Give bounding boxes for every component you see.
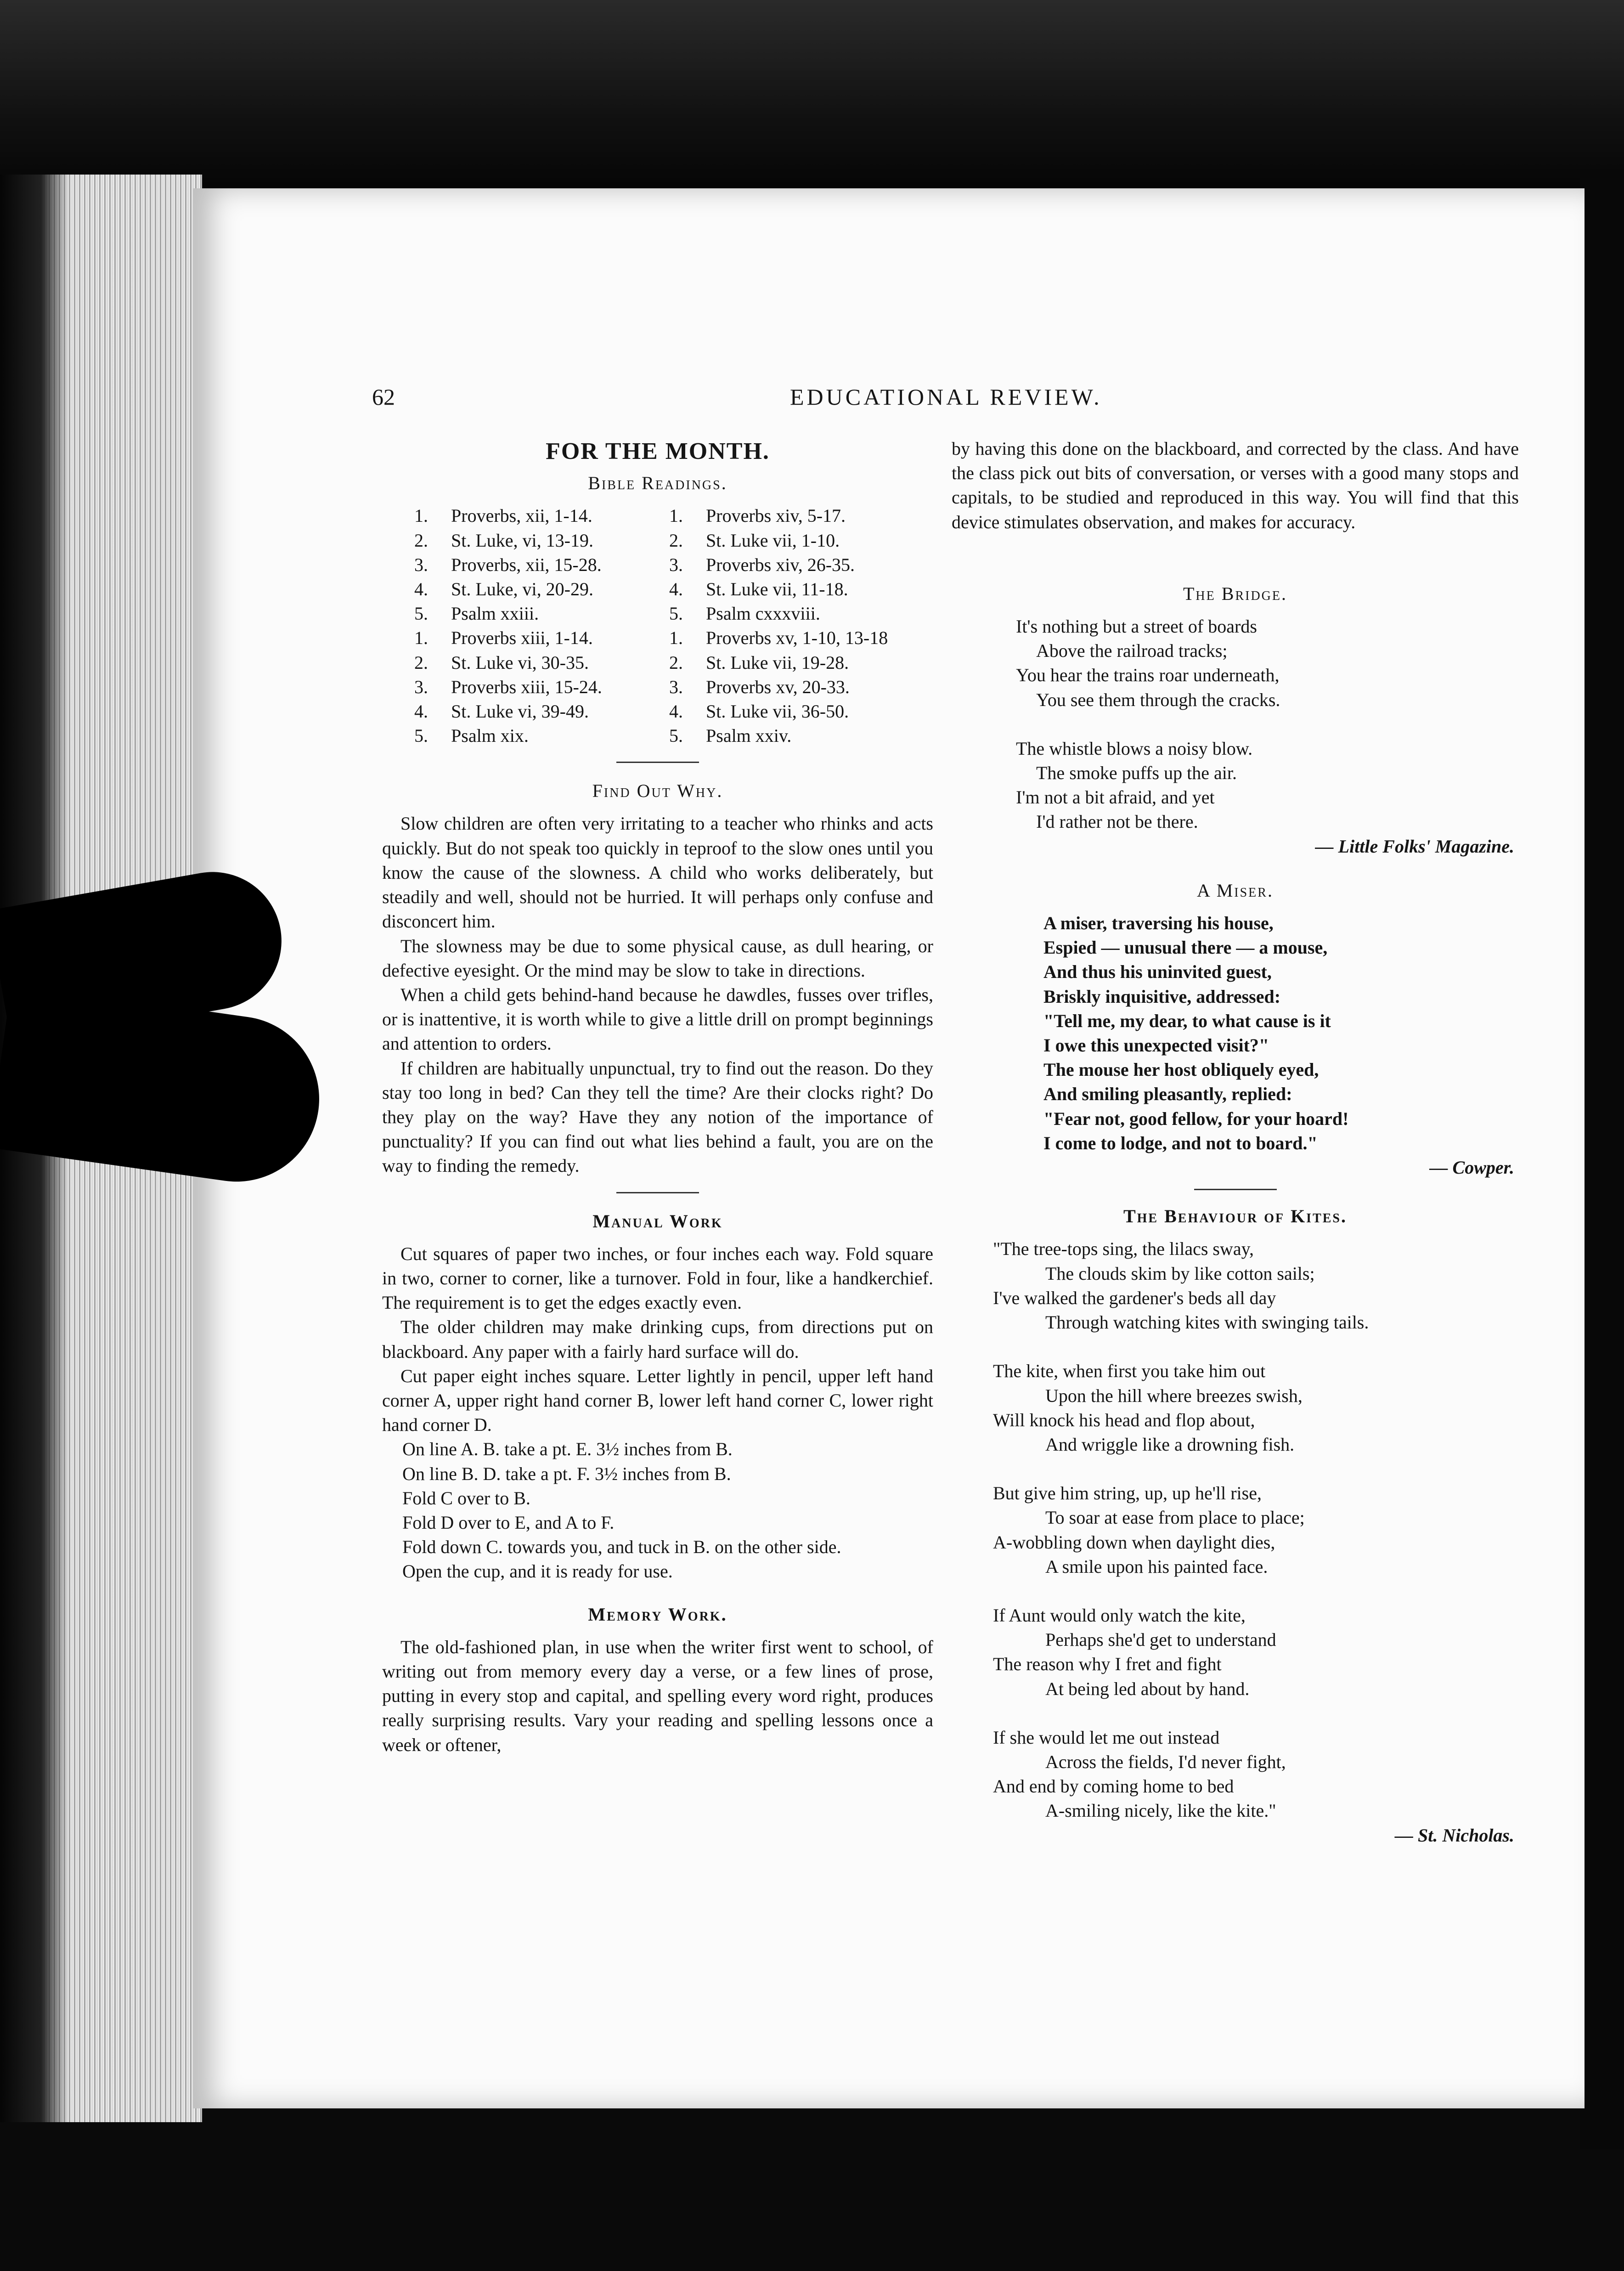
reading-row xyxy=(669,699,924,723)
reading-text: Psalm cxxxviii. xyxy=(706,603,820,624)
reading-row xyxy=(669,528,924,553)
reading-text: Proverbs, xii, 15-28. xyxy=(451,554,602,575)
reading-number: 3. xyxy=(414,554,428,575)
reading-text: Psalm xxiv. xyxy=(706,725,792,746)
reading-row xyxy=(414,699,669,723)
attribution: — Cowper. xyxy=(1429,1157,1514,1178)
left-column xyxy=(382,436,933,1757)
readings-column-right xyxy=(669,503,924,748)
reading-number: 1. xyxy=(669,627,683,649)
reading-row xyxy=(669,650,924,675)
scan-right-shadow xyxy=(1580,175,1624,2150)
poem-line: Briskly inquisitive, addressed: xyxy=(1043,986,1281,1007)
reading-text: Proverbs xiii, 15-24. xyxy=(451,676,602,697)
poem-line: I'm not a bit afraid, and yet xyxy=(1016,787,1215,808)
reading-number: 1. xyxy=(414,505,428,526)
step-line: Fold down C. towards you, and tuck in B. on the other side. xyxy=(402,1537,841,1558)
poem-line: A miser, traversing his house, xyxy=(1043,913,1274,934)
reading-text: St. Luke vii, 1-10. xyxy=(706,530,840,551)
poem-a-miser xyxy=(1043,911,1519,1155)
running-head xyxy=(372,384,1520,420)
reading-row xyxy=(414,675,669,699)
paragraph: The old-fashioned plan, in use when the writer first went to school, of writing out from memory every day a verse, or a few lines of prose, putting in every stop and capital, and spelling every word right, produces really surprising results. Vary your reading and spelling lessons once a week or oftener, xyxy=(382,1636,933,1755)
poem-line: You see them through the cracks. xyxy=(1036,689,1280,710)
reading-number: 3. xyxy=(414,676,428,697)
poem-the-bridge xyxy=(1016,614,1519,834)
reading-text: St. Luke vii, 11-18. xyxy=(706,578,848,599)
poem-line: You hear the trains roar underneath, xyxy=(1016,665,1280,686)
divider xyxy=(616,762,699,763)
poem-line: Through watching kites with swinging tails. xyxy=(1045,1312,1369,1333)
poem-line: The whistle blows a noisy blow. xyxy=(1016,738,1253,759)
poem-line: I owe this unexpected visit?" xyxy=(1043,1035,1269,1056)
step-line: Fold D over to E, and A to F. xyxy=(402,1512,615,1533)
reading-text: Psalm xxiii. xyxy=(451,603,539,624)
reading-number: 1. xyxy=(669,505,683,526)
poem-line: If she would let me out instead xyxy=(993,1727,1220,1748)
manual-work-heading: Manual Work xyxy=(592,1210,723,1232)
poem-line: The smoke puffs up the air. xyxy=(1036,763,1237,784)
poem-line: If Aunt would only watch the kite, xyxy=(993,1604,1246,1626)
reading-number: 2. xyxy=(669,530,683,551)
paragraph: When a child gets behind-hand because he dawdles, fusses over trifles, or is inattentive, it is worth while to give a little drill on prompt beginnings and attention to orders. xyxy=(382,984,933,1054)
reading-text: St. Luke, vi, 13-19. xyxy=(451,530,593,551)
poem-line: And end by coming home to bed xyxy=(993,1776,1234,1797)
poem-line: "The tree-tops sing, the lilacs sway, xyxy=(993,1238,1254,1260)
page-number: 62 xyxy=(372,384,395,410)
section-title: FOR THE MONTH. xyxy=(546,438,770,464)
poem-line: A-wobbling down when daylight dies, xyxy=(993,1531,1275,1553)
reading-row xyxy=(669,723,924,748)
reading-text: Proverbs xiv, 5-17. xyxy=(706,505,846,526)
reading-row xyxy=(414,553,669,577)
poem-line: The mouse her host obliquely eyed, xyxy=(1043,1059,1319,1080)
reading-text: St. Luke vii, 36-50. xyxy=(706,701,849,722)
reading-row xyxy=(414,528,669,553)
paragraph: If children are habitually unpunctual, try to find out the reason. Do they stay too long in bed? Can they tell the time? Are their clocks right? Do they play on the way? Have they any notion of the importance of punctuality? If you can find out what lies behind a fault, you are on the way to finding the remedy. xyxy=(382,1057,933,1176)
poem-line: Upon the hill where breezes swish, xyxy=(1045,1385,1303,1406)
poem-line: Espied — unusual there — a mouse, xyxy=(1043,937,1328,958)
poem-line: The kite, when first you take him out xyxy=(993,1361,1266,1382)
behaviour-of-kites-heading: The Behaviour of Kites. xyxy=(1123,1206,1348,1227)
reading-row xyxy=(414,650,669,675)
attribution: — Little Folks' Magazine. xyxy=(1315,836,1514,857)
journal-title: EDUCATIONAL REVIEW. xyxy=(790,384,1102,410)
poem-line: Above the railroad tracks; xyxy=(1036,640,1228,661)
poem-line: And wriggle like a drowning fish. xyxy=(1045,1434,1295,1455)
reading-number: 5. xyxy=(414,725,428,746)
reading-row xyxy=(414,601,669,626)
poem-line: The clouds skim by like cotton sails; xyxy=(1045,1263,1315,1284)
reading-text: St. Luke vi, 30-35. xyxy=(451,652,589,673)
divider xyxy=(616,1192,699,1193)
paragraph: Cut paper eight inches square. Letter lightly in pencil, upper left hand corner A, upper right hand corner B, lower left hand corner C, lower right hand corner D. xyxy=(382,1365,933,1435)
reading-number: 2. xyxy=(414,530,428,551)
poem-line: Across the fields, I'd never fight, xyxy=(1045,1751,1286,1772)
bible-readings-list xyxy=(414,503,933,748)
reading-number: 5. xyxy=(669,725,683,746)
step-line: Open the cup, and it is ready for use. xyxy=(402,1561,673,1582)
reading-row xyxy=(669,577,924,601)
reading-row xyxy=(414,503,669,528)
poem-line: A-smiling nicely, like the kite." xyxy=(1045,1800,1276,1821)
reading-row xyxy=(669,626,924,650)
paragraph: Slow children are often very irritating to a teacher who rhinks and acts quickly. But do not speak too quickly in teproof to the slow ones until you know the cause of the slowness. A child who works deliberately, but steadily and well, should not be hurried. It will perhaps only confuse and disconcert him. xyxy=(382,813,933,932)
the-bridge-heading: The Bridge. xyxy=(1183,583,1287,604)
reading-number: 4. xyxy=(669,578,683,599)
bible-readings-heading: Bible Readings. xyxy=(588,473,727,494)
reading-row xyxy=(669,503,924,528)
reading-number: 1. xyxy=(414,627,428,649)
reading-number: 2. xyxy=(669,652,683,673)
poem-line: "Tell me, my dear, to what cause is it xyxy=(1043,1010,1331,1031)
reading-text: Proverbs, xii, 1-14. xyxy=(451,505,592,526)
poem-line: The reason why I fret and fight xyxy=(993,1654,1222,1675)
reading-row xyxy=(414,723,669,748)
memory-work-heading: Memory Work. xyxy=(588,1604,727,1625)
poem-line: A smile upon his painted face. xyxy=(1045,1556,1268,1577)
scan-top-shadow xyxy=(0,0,1624,193)
reading-number: 4. xyxy=(669,701,683,722)
reading-text: Proverbs xv, 20-33. xyxy=(706,676,850,697)
reading-number: 3. xyxy=(669,676,683,697)
reading-text: Proverbs xiv, 26-35. xyxy=(706,554,855,575)
readings-column-left xyxy=(414,503,669,748)
reading-row xyxy=(414,577,669,601)
step-line: On line B. D. take a pt. F. 3½ inches from B. xyxy=(402,1463,731,1484)
attribution: — St. Nicholas. xyxy=(1394,1825,1514,1846)
poem-behaviour-of-kites xyxy=(993,1237,1519,1823)
reading-text: St. Luke vi, 39-49. xyxy=(451,701,589,722)
poem-line: But give him string, up, up he'll rise, xyxy=(993,1483,1262,1504)
paragraph: by having this done on the blackboard, and corrected by the class. And have the class pick out bits of conversation, or verses with a good many stops and capitals, to be studied and reproduced in this way. You will find that this device stimulates observation, and makes for accuracy. xyxy=(952,438,1519,532)
reading-row xyxy=(669,553,924,577)
reading-text: Proverbs xiii, 1-14. xyxy=(451,627,593,649)
poem-line: Will knock his head and flop about, xyxy=(993,1409,1255,1430)
reading-text: Proverbs xv, 1-10, 13-18 xyxy=(706,627,888,649)
step-line: Fold C over to B. xyxy=(402,1487,530,1508)
poem-line: Perhaps she'd get to understand xyxy=(1045,1629,1276,1650)
poem-line: I'd rather not be there. xyxy=(1036,811,1198,832)
reading-number: 5. xyxy=(669,603,683,624)
reading-text: St. Luke, vi, 20-29. xyxy=(451,578,593,599)
right-column xyxy=(952,436,1519,1847)
poem-line: And smiling pleasantly, replied: xyxy=(1043,1084,1292,1105)
poem-line: And thus his uninvited guest, xyxy=(1043,961,1272,983)
reading-number: 4. xyxy=(414,578,428,599)
a-miser-heading: A Miser. xyxy=(1197,880,1274,901)
poem-line: To soar at ease from place to place; xyxy=(1045,1507,1305,1528)
poem-line: "Fear not, good fellow, for your hoard! xyxy=(1043,1108,1349,1129)
paragraph: The older children may make drinking cups, from directions put on blackboard. Any paper with a fairly hard surface will do. xyxy=(382,1316,933,1362)
reading-number: 4. xyxy=(414,701,428,722)
step-line: On line A. B. take a pt. E. 3½ inches from B. xyxy=(402,1439,733,1460)
poem-line: I come to lodge, and not to board." xyxy=(1043,1132,1318,1153)
reading-row xyxy=(414,626,669,650)
reading-number: 5. xyxy=(414,603,428,624)
reading-text: St. Luke vii, 19-28. xyxy=(706,652,849,673)
reading-row xyxy=(669,675,924,699)
divider xyxy=(1194,1189,1277,1190)
poem-line: It's nothing but a street of boards xyxy=(1016,616,1257,637)
reading-row xyxy=(669,601,924,626)
poem-line: I've walked the gardener's beds all day xyxy=(993,1287,1276,1308)
paragraph: The slowness may be due to some physical cause, as dull hearing, or defective eyesight. Or the mind may be slow to take in directions. xyxy=(382,935,933,981)
reading-number: 2. xyxy=(414,652,428,673)
reading-number: 3. xyxy=(669,554,683,575)
poem-line: At being led about by hand. xyxy=(1045,1678,1250,1699)
reading-text: Psalm xix. xyxy=(451,725,529,746)
paragraph: Cut squares of paper two inches, or four inches each way. Fold square in two, corner to corner, like a turnover. Fold in four, like a handkerchief. The requirement is to get the edges exactly even. xyxy=(382,1243,933,1313)
find-out-why-heading: Find Out Why. xyxy=(592,780,723,802)
